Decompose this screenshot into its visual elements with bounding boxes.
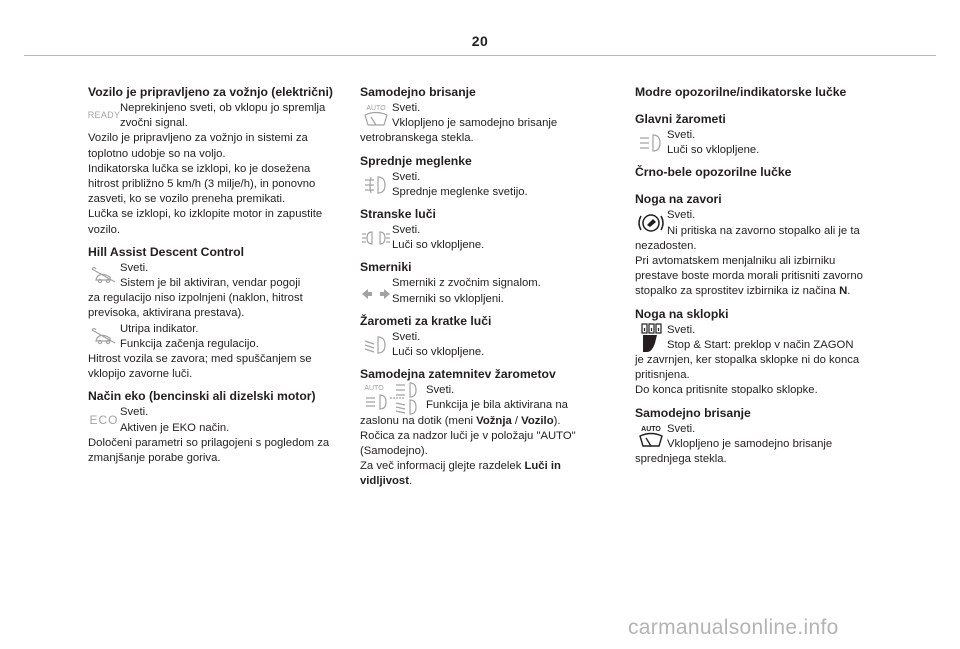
entry-text: Sveti. Luči so vklopljene. xyxy=(667,129,760,157)
section-front-fog xyxy=(360,153,612,200)
section-foot-clutch xyxy=(635,306,897,399)
foot-on-clutch-icon xyxy=(635,323,667,353)
text-line: Za več informacij glejte razdelek Luči in xyxy=(360,460,561,473)
bold-text: Vozilo xyxy=(521,414,554,427)
section-title: Glavni žarometi xyxy=(635,112,726,126)
text-line: (Samodejno). xyxy=(360,445,428,458)
text-line: vidljivost. xyxy=(360,475,413,488)
entry xyxy=(88,101,350,131)
entry xyxy=(635,208,897,238)
bold-text: Vožnja xyxy=(476,414,512,427)
front-fog-icon xyxy=(360,170,392,200)
section-eco xyxy=(88,388,350,466)
section-body: za regulacijo niso izpolnjeni (naklon, hitrost previsoka, aktivirana prestava). xyxy=(88,292,303,320)
section-title: Stranske luči xyxy=(360,207,436,222)
entry xyxy=(360,223,612,253)
section-title: Samodejno brisanje xyxy=(360,85,476,99)
section-main-beam xyxy=(635,111,897,158)
section-heading: Modre opozorilne/indikatorske lučke xyxy=(635,85,847,99)
hill-descent-icon xyxy=(88,322,120,352)
entry-text: Sveti. Vklopljeno je samodejno brisanje xyxy=(667,422,833,450)
bold-text: Luči in xyxy=(524,460,561,473)
section-ready xyxy=(88,84,350,238)
section-title: Noga na sklopki xyxy=(635,306,729,321)
entry-text: Sveti. Vklopljeno je samodejno brisanje xyxy=(392,102,558,130)
entry xyxy=(360,330,612,360)
auto-wiper-icon xyxy=(360,101,392,131)
column-middle xyxy=(360,84,612,496)
watermark: carmanualsonline.info xyxy=(628,616,839,639)
entry xyxy=(88,322,350,352)
section-title: Sprednje meglenke xyxy=(360,153,472,168)
entry xyxy=(360,383,612,413)
section-side-lights xyxy=(360,206,612,253)
entry-text: Sveti. Luči so vklopljene. xyxy=(392,330,485,359)
section-body xyxy=(360,414,612,490)
section-body: Vozilo je pripravljeno za vožnjo in sistemi za toplotno udobje so na voljo. Indikatorska lučka se izklopi, ko je doseženа hitrost približno 5 km/h (3 milje/h), in ponovno zasveti, ko se vozilo preneha premikati. Lučka se izklopi, ko izklopite motor in zapustite vozilo. xyxy=(88,132,323,236)
svg-text:AUTO: AUTO xyxy=(364,385,384,393)
ready-icon: READY xyxy=(87,110,121,121)
section-hill-descent xyxy=(88,244,350,383)
hill-descent-icon xyxy=(88,261,120,291)
section-heading-bw xyxy=(635,164,897,181)
svg-text:AUTO: AUTO xyxy=(366,105,386,112)
auto-high-beam-icon xyxy=(360,383,426,413)
bold-text: N xyxy=(839,285,848,298)
entry xyxy=(635,422,897,452)
text-line: nezadosten. xyxy=(635,239,697,252)
main-beam-icon xyxy=(635,128,667,158)
section-direction-indicators xyxy=(360,259,612,306)
section-title: Način eko (bencinski ali dizelski motor) xyxy=(88,389,316,404)
entry xyxy=(635,128,897,158)
dipped-beam-icon xyxy=(360,330,392,360)
section-title: Vozilo je pripravljeno za vožnjo (električni) xyxy=(88,85,333,99)
text-line: Ročica za nadzor luči je v položaju "AUTO" xyxy=(360,429,576,442)
text-line: stopalko za sprostitev izbirnika iz načina N. xyxy=(635,285,851,298)
entry-text: Sveti. Funkcija je bila aktivirana na xyxy=(426,384,568,412)
side-lights-icon xyxy=(360,223,392,253)
section-body: Določeni parametri so prilagojeni s pogledom za zmanjšanje porabe goriva. xyxy=(88,436,330,465)
column-right xyxy=(635,84,897,473)
section-body: vetrobranskega stekla. xyxy=(360,132,474,145)
entry-text: Smerniki z zvočnim signalom. Smerniki so vklopljeni. xyxy=(392,277,541,305)
text-line: Pri avtomatskem menjalniku ali izbirniku xyxy=(635,255,836,268)
entry-text: Sveti. Luči so vklopljene. xyxy=(392,224,485,252)
eco-icon: ECO xyxy=(89,412,119,427)
section-body: Hitrost vozila se zavora; med spuščanjem se vklopijo zavorne luči. xyxy=(88,353,312,381)
entry xyxy=(360,276,612,306)
section-body xyxy=(635,239,897,300)
direction-indicators-icon xyxy=(360,276,392,306)
section-foot-brake xyxy=(635,191,897,299)
column-left xyxy=(88,84,350,472)
section-title: Hill Assist Descent Control xyxy=(88,244,244,259)
text-line: zaslonu na dotik (meni Vožnja / Vozilo). xyxy=(360,414,561,427)
foot-on-brake-icon xyxy=(635,208,667,238)
entry xyxy=(635,323,897,353)
section-auto-wipe xyxy=(360,84,612,147)
entry xyxy=(360,170,612,200)
entry-text: Sveti. Stop & Start: preklop v način ZAGON xyxy=(667,323,854,351)
page-number: 20 xyxy=(471,33,489,49)
section-body: sprednjega stekla. xyxy=(635,453,727,466)
entry-text: Sveti. Sistem je bil aktiviran, vendar pogoji xyxy=(120,261,301,290)
section-title: Žarometi za kratke luči xyxy=(360,313,492,328)
section-title: Smerniki xyxy=(360,260,412,275)
section-heading: Črno-bele opozorilne lučke xyxy=(635,165,792,180)
text-line: prestave boste morda morali pritisniti zavorno xyxy=(635,270,863,283)
section-body: je zavrnjen, ker stopalka sklopke ni do konca pritisnjena. Do konca pritisnite stopalko sklopke. xyxy=(635,354,860,397)
header-rule xyxy=(24,55,936,56)
entry-text: Sveti. Sprednje meglenke svetijo. xyxy=(392,170,528,198)
entry xyxy=(88,261,350,291)
section-heading-blue xyxy=(635,84,897,101)
entry xyxy=(360,101,612,131)
auto-wiper-icon xyxy=(635,422,667,452)
entry-text: Sveti. Ni pritiska na zavorno stopalko ali je ta xyxy=(667,209,860,237)
section-dipped-beam xyxy=(360,313,612,360)
entry-text: Sveti. Aktiven je EKO način. xyxy=(120,406,230,434)
entry-text: Neprekinjeno sveti, ob vklopu jo spremlja zvočni signal. xyxy=(120,102,326,130)
section-auto-high-beam xyxy=(360,366,612,489)
bold-text: vidljivost xyxy=(360,475,409,488)
section-title: Samodejno brisanje xyxy=(635,405,751,420)
section-title: Noga na zavori xyxy=(635,192,722,207)
section-title: Samodejna zatemnitev žarometov xyxy=(360,367,556,382)
entry-text: Utripa indikator. Funkcija začenja regulacijo. xyxy=(120,322,259,350)
svg-text:AUTO: AUTO xyxy=(641,425,661,433)
section-auto-wipe-front xyxy=(635,405,897,468)
entry xyxy=(88,405,350,435)
